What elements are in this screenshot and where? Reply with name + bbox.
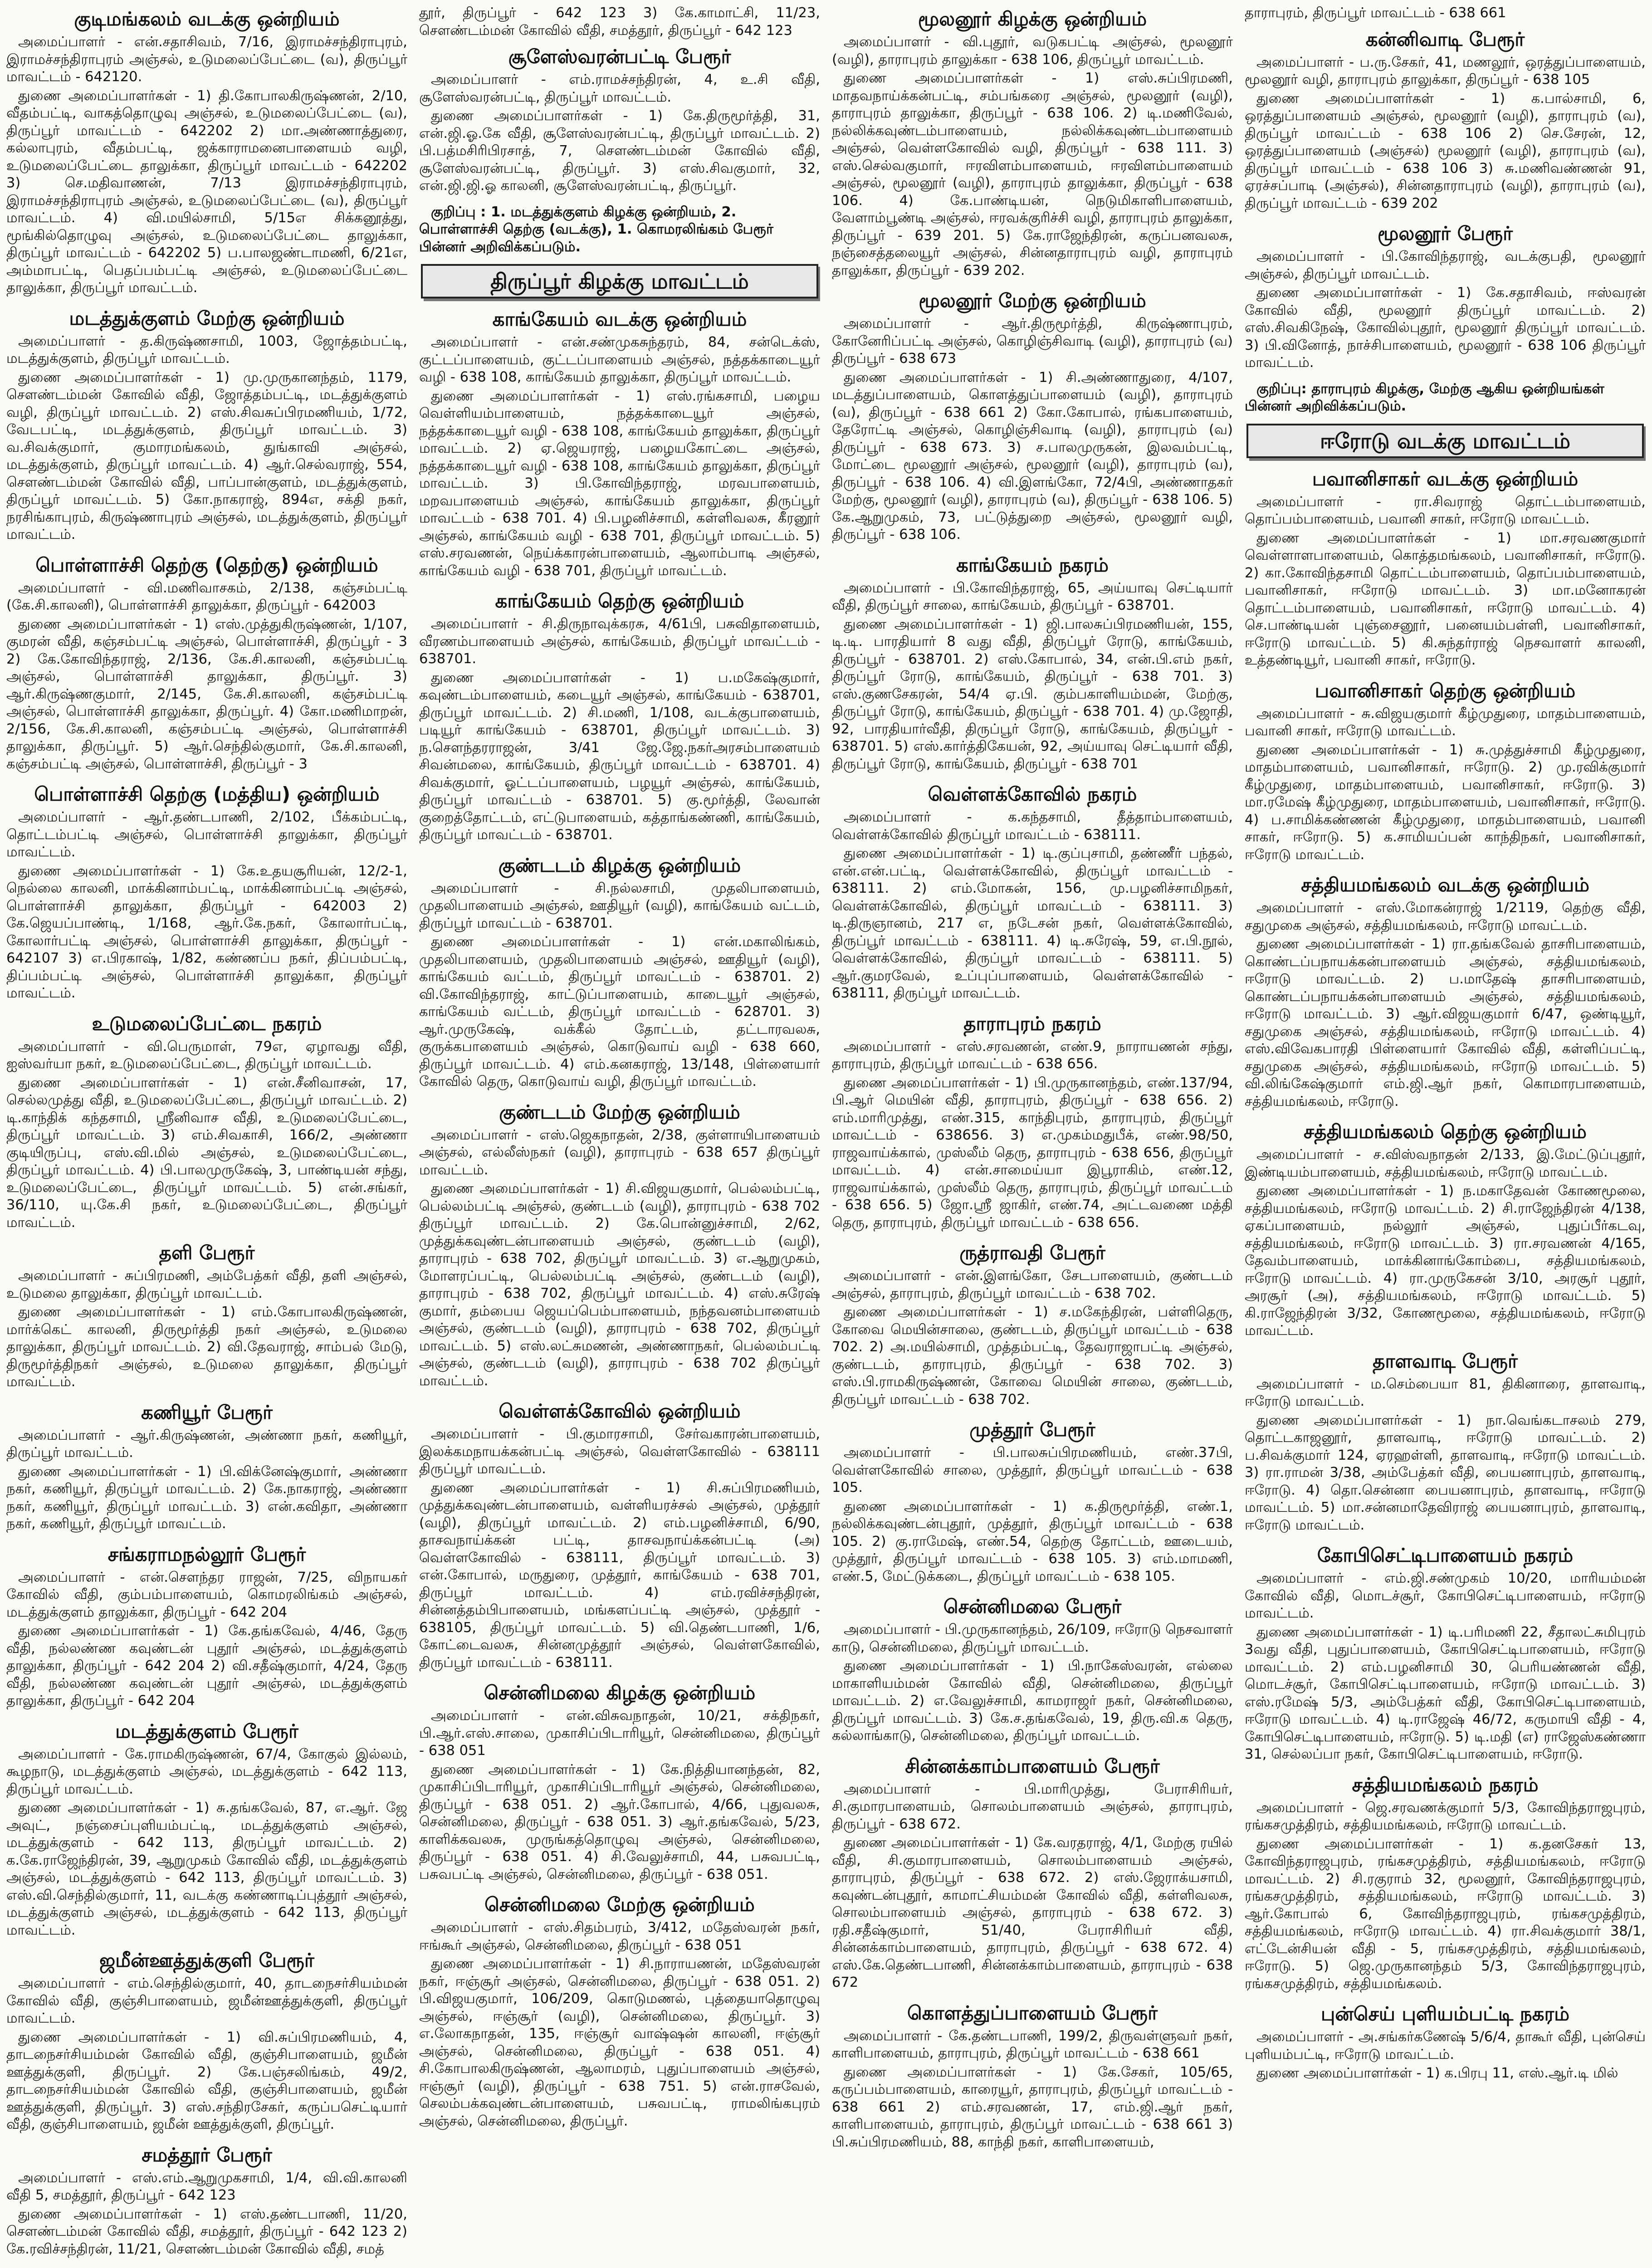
organiser-entry: அமைப்பாளர் - பி.கோவிந்தராஜ், வடக்குபதி, மூலனூர் அஞ்சல், திருப்பூர் மாவட்டம். [1245,249,1646,282]
organiser-entry: அமைப்பாளர் - எஸ்.சிதம்பரம், 3/412, மதேஸ்வரன் நகர், ஈங்கூர் அஞ்சல், சென்னிமலை, திருப்பூர் - 638 051 [419,1920,820,1953]
deputy-organisers-entry: துணை அமைப்பாளர்கள் - 1) சு.தங்கவேல், 87, எ.ஆர். ஜே அவுட், நஞ்சைப்புளியம்பட்டி, மடத்துக்குளம் அஞ்சல், மடத்துக்குளம் - 642 113, திருப்பூர் மாவட்டம். 2) க.கே.ராஜேந்திரன், 39, ஆறுமுகம் கோவில் வீதி, மடத்துக்குளம் அஞ்சல், மடத்துக்குளம் - 642 113, திருப்பூர் மாவட்டம். 3) எஸ்.வி.செந்தில்குமார், 11, வடக்கு கண்ணாடிப்புத்தூர் அஞ்சல், மடத்துக்குளம் அஞ்சல், மடத்துக்குளம் - 642 113, திருப்பூர் மாவட்டம். [6,1800,407,1938]
section [1245,870,1646,1112]
section-title: குடிமங்கலம் வடக்கு ஒன்றியம் [74,8,340,30]
section [1245,1770,1646,1994]
section [1245,1347,1646,1536]
section-title: சென்னிமலை கிழக்கு ஒன்றியம் [484,1681,756,1704]
continued-text: தாராபுரம், திருப்பூர் மாவட்டம் - 638 661 [1245,5,1506,21]
section-title: பவானிசாகர் தெற்கு ஒன்றியம் [1315,679,1576,702]
deputy-organisers-entry: துணை அமைப்பாளர்கள் - 1) எஸ்.தண்டபாணி, 11/20, செளண்டம்மன் கோவில் வீதி, சமத்தூர், திருப்பூர் - 642 123 2) கே.ரவிச்சந்திரன், 11/21, செளண்டம்மன் கோவில் வீதி, சமத் [6,2206,407,2257]
organiser-entry: அமைப்பாளர் - வி.புதூர், வடுகபட்டி அஞ்சல், மூலனூர் (வழி), தாராபுரம் தாலுக்கா - 638 106, திருப்பூர் மாவட்டம். [832,34,1233,68]
organiser-entry: அமைப்பாளர் - சி.திருநாவுக்கரசு, 4/61பி, பசுவிதாளையம், வீரணம்பாளையம் அஞ்சல், காங்கேயம், திருப்பூர் மாவட்டம் - 638701. [419,616,820,667]
deputy-organisers-entry: துணை அமைப்பாளர்கள் - 1) என்.மகாலிங்கம், முதலிபாளையம், முதலிபாளையம் அஞ்சல், ஊதியூர் (வழி), காங்கேயம் வட்டம், திருப்பூர் மாவட்டம் - 638701. 2) வி.கோவிந்தராஜ், காட்டுப்பாளையம், காடையூர் அஞ்சல், காங்கேயம் வட்டம், திருப்பூர் மாவட்டம் - 628701. 3) ஆர்.முருகேஷ், வக்கீல் தோட்டம், தட்டாரவலசு, குருக்கபாளையம் அஞ்சல், கொடுவாய் வழி - 638 660, திருப்பூர் மாவட்டம். 4) எம்.கனகராஜ், 13/148, பிள்ளையார் கோவில் தெரு, கொடுவாய் வழி, திருப்பூர் மாவட்டம். [419,934,820,1090]
deputy-organisers-entry: துணை அமைப்பாளர்கள் - 1) எஸ்.முத்துகிருஷ்ணன், 1/107, குமரன் வீதி, கஞ்சம்பட்டி அஞ்சல், பொள்ளாச்சி, திருப்பூர் - 3 2) கே.கோவிந்தராஜ், 2/136, கே.சி.காலனி, கஞ்சம்பட்டி அஞ்சல், பொள்ளாச்சி தாலுக்கா, திருப்பூர். 3) ஆர்.கிருஷ்ணகுமார், 2/145, கே.சி.காலனி, கஞ்சம்பட்டி அஞ்சல், பொள்ளாச்சி தாலுக்கா, திருப்பூர். 4) கோ.மணிமாறன், 2/156, கே.சி.காலனி, கஞ்சம்பட்டி அஞ்சல், பொள்ளாச்சி தாலுக்கா, திருப்பூர். 5) ஆர்.செந்தில்குமார், கே.சி.காலனி, கஞ்சம்பட்டி அஞ்சல், பொள்ளாச்சி, திருப்பூர் - 3 [6,616,407,772]
deputy-organisers-entry: துணை அமைப்பாளர்கள் - 1) கே.உதயசூரியன், 12/2-1, நெல்லை காலனி, மாக்கினாம்பட்டி, மாக்கினாம்பட்டி அஞ்சல், பொள்ளாச்சி தாலுக்கா, திருப்பூர் - 642003 2) கே.ஜெயப்பாண்டி, 1/168, ஆர்.கே.நகர், கோலார்பட்டி, கோலார்பட்டி அஞ்சல், பொள்ளாச்சி தாலுக்கா, திருப்பூர் - 642107 3) எ.பிரகாஷ், 1/82, கண்ணப்ப நகர், திப்பம்பட்டி, திப்பம்பட்டி அஞ்சல், பொள்ளாச்சி தாலுக்கா, திருப்பூர் மாவட்டம். [6,863,407,1001]
organiser-entry: அமைப்பாளர் - என்.இளங்கோ, சேடபாளையம், குண்டடம் அஞ்சல், தாராபுரம், திருப்பூர் மாவட்டம் - 638 702. [832,1268,1233,1301]
section [6,1398,407,1535]
section-title: சின்னக்காம்பாளையம் பேரூர் [905,1755,1160,1777]
organiser-entry: அமைப்பாளர் - த.கிருஷ்ணசாமி, 1003, ஜோத்தம்பட்டி, மடத்துக்குளம், திருப்பூர் மாவட்டம். [6,333,407,367]
deputy-organisers-entry: துணை அமைப்பாளர்கள் - 1) பி.நாகேஸ்வரன், எல்லை மாகாளியம்மன் கோவில் வீதி, சென்னிமலை, திருப்பூர் மாவட்டம். 2) எ.வேலுச்சாமி, காமராஜர் நகர், சென்னிமலை, திருப்பூர் மாவட்டம். 3) கே.ச.தங்கவேல், 19, திரு.வி.க தெரு, கல்லாங்காடு, சென்னிமலை, திருப்பூர் மாவட்டம். [832,1658,1233,1744]
deputy-organisers-entry: துணை அமைப்பாளர்கள் - 1) சி.அண்ணாதுரை, 4/107, மடத்துப்பாளையம், கொளத்துப்பாளையம் (வழி), தாராபுரம் (வ), திருப்பூர் - 638 661 2) கோ.கோபால், ரங்கபாளையம், தேரோட்டி அஞ்சல், கொழிஞ்சிவாடி (வழி), தாராபுரம் (வ) திருப்பூர் - 638 673. 3) ச.பாலமுருகன், இலவம்பட்டி, மோட்டை மூலனூர் அஞ்சல், மூலனூர் (வழி), தாராபுரம் (வ), திருப்பூர் - 638 106. 4) வி.இளங்கோ, 72/4பி, அண்ணாதகர் மேற்கு, மூலனூர் (வழி), தாராபுரம் (வ), திருப்பூர் - 638 106. 5) கே.ஆறுமுகம், 73, பட்டுத்துறை அஞ்சல், மூலனூர் வழி, திருப்பூர் - 638 106. [832,369,1233,543]
deputy-organisers-entry: துணை அமைப்பாளர்கள் - 1) ந.மகாதேவன் கோணமூலை, சத்தியமங்கலம், ஈரோடு மாவட்டம். 2) சி.ராஜேந்திரன் 4/138, ஏகப்பாளையம், நல்லூர் அஞ்சல், புதுப்பீர்கடவு, சத்தியமங்கலம், ஈரோடு மாவட்டம். 3) ரா.சரவணன் 4/165, தேவம்பாளையம், மாக்கினாங்கோம்பை, சத்தியமங்கலம், ஈரோடு மாவட்டம். 4) ரா.முருகேசன் 3/10, அரசூர் புதூர், அரசூர் (அ), சத்தியமங்கலம், ஈரோடு மாவட்டம். 5) கி.ராஜேந்திரன் 3/32, கோணமூலை, சத்தியமங்கலம், ஈரோடு மாவட்டம். [1245,1183,1646,1339]
organiser-entry: அமைப்பாளர் - பி.கோவிந்தராஜ், 65, அய்யாவு செட்டியார் வீதி, திருப்பூர் சாலை, காங்கேயம், திருப்பூர் - 638701. [832,580,1233,613]
section-title: காங்கேயம் தெற்கு ஒன்றியம் [495,590,744,612]
section [419,851,820,1092]
section [832,1415,1233,1587]
organiser-entry: அமைப்பாளர் - சுப்பிரமணி, அம்பேத்கர் வீதி, தளி அஞ்சல், உடுமலை தாலுக்கா, திருப்பூர் மாவட்டம். [6,1268,407,1301]
section [832,1752,1233,1993]
section [6,551,407,775]
organiser-entry: அமைப்பாளர் - என்.சௌந்தர ராஜன், 7/25, விநாயகர் கோவில் வீதி, கும்பம்பாளையம், கொமரலிங்கம் அஞ்சல், மடத்துக்குளம் தாலுக்கா, திருப்பூர் - 642 204 [6,1569,407,1620]
organiser-entry: அமைப்பாளர் - எஸ்.ஜெகநாதன், 2/38, குள்ளாயிபாளையம் அஞ்சல், எல்லீஸ்நகர் (வழி), தாராபுரம் - 638 657 திருப்பூர் மாவட்டம். [419,1127,820,1178]
organiser-entry: அமைப்பாளர் - ஆர்.திருமூர்த்தி, கிருஷ்ணாபுரம், கோனேரிப்பட்டி அஞ்சல், கொழிஞ்சிவாடி (வழி), தாராபுரம் (வ) திருப்பூர் - 638 673 [832,316,1233,367]
section [6,304,407,545]
column-4 [1245,5,1646,2268]
section [6,1540,407,1711]
deputy-organisers-entry: துணை அமைப்பாளர்கள் - 1) பி.விக்னேஷ்குமார், அண்ணா நகர், கணியூர், திருப்பூர் மாவட்டம். 2) கே.நாகராஜ், அண்ணா நகர், கணியூர், திருப்பூர் மாவட்டம். 3) என்.கவிதா, அண்ணா நகர், கணியூர், திருப்பூர் மாவட்டம். [6,1463,407,1532]
note-text: குறிப்பு: தாராபுரம் கிழக்கு, மேற்கு ஆகிய ஒன்றியங்கள் பின்னர் அறிவிக்கப்படும். [1245,381,1604,414]
district-banner: ஈரோடு வடக்கு மாவட்டம் [1246,424,1644,458]
deputy-organisers-entry: துணை அமைப்பாளர்கள் - 1) டி.குப்புசாமி, தண்ணீர் பந்தல், என்.என்.பட்டி, வெள்ளக்கோவில், திருப்பூர் மாவட்டம் - 638111. 2) எம்.மோகன், 156, மு.பழனிச்சாமிநகர், வெள்ளக்கோவில், திருப்பூர் மாவட்டம் - 638111. 3) டி.திருஞானம், 217 எ, நடேசன் நகர், வெள்ளக்கோவில், திருப்பூர் மாவட்டம் - 638111. 4) டி.சுரேஷ், 59, எ.பி.நூல், வெள்ளக்கோவில், திருப்பூர் மாவட்டம் - 638111. 5) ஆர்.குமரவேல், உப்புப்பாளையம், வெள்ளக்கோவில் - 638111, திருப்பூர் மாவட்டம். [832,846,1233,1001]
section-title: சமத்தூர் பேரூர் [142,2143,272,2166]
section-title: பொள்ளாச்சி தெற்கு (மத்திய) ஒன்றியம் [34,783,380,805]
section [1245,676,1646,865]
section [419,1098,820,1392]
section-title: சென்னிமலை மேற்கு ஒன்றியம் [484,1893,755,1916]
section [832,5,1233,281]
deputy-organisers-entry: துணை அமைப்பாளர்கள் - 1) ஜி.பாலசுப்பிரமணியன், 155, டி.டி. பாரதியார் 8 வது வீதி, திருப்பூர் ரோடு, காங்கேயம், திருப்பூர் - 638701. 2) எஸ்.கோபால், 34, என்.பி.எம் நகர், திருப்பூர் ரோடு, காங்கேயம், திருப்பூர் - 638 701. 3) எஸ்.குணசேகரன், 54/4 ஏ.பி. கும்பகாளியம்மன், மேற்கு, திருப்பூர் ரோடு, காங்கேயம், திருப்பூர் - 638 701. 4) மு.ஜோதி, 92, பாரதியார்வீதி, திருப்பூர் ரோடு, காங்கேயம், திருப்பூர் - 638701. 5) எஸ்.கார்த்திகேயன், 92, அய்யாவு செட்டியார் வீதி, திருப்பூர் ரோடு, காங்கேயம், திருப்பூர் - 638 701 [832,616,1233,772]
section [419,1890,820,2131]
deputy-organisers-entry: துணை அமைப்பாளர்கள் - 1) டி.பரிமணி 22, சீதாலட்சுமிபுரம் 3வது வீதி, புதுப்பாளையம், கோபிசெட்டிபாளையம், ஈரோடு மாவட்டம். 2) எம்.பழனிசாமி 30, பெரியண்ணன் வீதி, மொடச்சூர், கோபிசெட்டிபாளையம், ஈரோடு மாவட்டம். 3) எஸ்.ரமேஷ் 5/3, அம்பேத்கர் வீதி, கோபிசெட்டிபாளையம், ஈரோடு மாவட்டம். 4) டி.ராஜேஷ் 46/72, கருமாயி வீதி - 4, கோபிசெட்டிபாளையம், ஈரோடு. 5) டி.மதி (எ) ராஜேஸ்கண்ணா 31, செல்லப்பா நகர், கோபிசெட்டிபாளையம், ஈரோடு. [1245,1624,1646,1762]
organiser-entry: அமைப்பாளர் - பி.மாரிமுத்து, பேராசிரியர், சி.குமாரபாளையம், சொலம்பாளையம் அஞ்சல், தாராபுரம், திருப்பூர் - 638 672. [832,1781,1233,1832]
section-title: கோபிசெட்டிபாளையம் நகரம் [1317,1544,1574,1566]
section [6,1946,407,2135]
section-title: வெள்ளக்கோவில் நகரம் [928,783,1137,805]
note-text: குறிப்பு : 1. மடத்துக்குளம் கிழக்கு ஒன்றியம், 2. பொள்ளாச்சி தெற்கு (வடக்கு), 1. கொமரலிங்கம் பேரூர் பின்னர் அறிவிக்கப்படும். [419,204,773,255]
section [832,1592,1233,1746]
section [1245,1999,1646,2084]
deputy-organisers-entry: துணை அமைப்பாளர்கள் - 1) சி.விஜயகுமார், பெல்லம்பட்டி, பெல்லம்பட்டி அஞ்சல், குண்டடம் (வழி), தாராபுரம் - 638 702 திருப்பூர் மாவட்டம். 2) கே.பொன்னுச்சாமி, 2/62, முத்துக்கவுண்டன்பாளையம் அஞ்சல், குண்டடம் (வழி), தாராபுரம் - 638 702, திருப்பூர் மாவட்டம். 3) எ.ஆறுமுகம், மோளரப்பட்டி, பெல்லம்பட்டி அஞ்சல், குண்டடம் (வழி), தாராபுரம் - 638 702, திருப்பூர் மாவட்டம். 4) எஸ்.சுரேஷ் குமார், தம்பைய ஜெயப்பெம்பாளையம், நந்தவனம்பாளையம் அஞ்சல், குண்டடம் (வழி), தாராபுரம் - 638 702, திருப்பூர் மாவட்டம். 5) எஸ்.லட்சுமணன், அண்ணாநகர், பெல்லம்பட்டி அஞ்சல், குண்டடம் (வழி), தாராபுரம் - 638 702 திருப்பூர் மாவட்டம். [419,1181,820,1389]
deputy-organisers-entry: துணை அமைப்பாளர்கள் - 1) க.பால்சாமி, 6, ஒரத்துப்பாளையம் அஞ்சல், மூலனூர் (வழி), தாராபுரம் (வ), திருப்பூர் மாவட்டம் - 638 106 2) செ.சேரன், 12, ஒரத்துப்பாளையம் (அஞ்சல்) மூலனூர் (வழி), தாராபுரம் (வ), திருப்பூர் மாவட்டம் - 638 106 3) சு.மணிவண்ணன் 91, ஏரச்சப்பாடி (அஞ்சல்), சின்னதாராபுரம் (வழி), தாராபுரம் (வ), திருப்பூர் மாவட்டம் - 639 202 [1245,90,1646,211]
organiser-entry: அமைப்பாளர் - ரா.சிவராஜ் தொட்டம்பாளையம், தொப்பம்பாளையம், பவானி சாகர், ஈரோடு மாவட்டம். [1245,494,1646,527]
organiser-entry: அமைப்பாளர் - பி.குமாரசாமி, சேர்வகாரன்பாளையம், இலக்கமநாயக்கன்பட்டி அஞ்சல், வெள்ளகோவில் - 638111 திருப்பூர் மாவட்டம். [419,1426,820,1477]
section [6,5,407,298]
section-title: காங்கேயம் வடக்கு ஒன்றியம் [492,308,747,330]
section [1245,464,1646,671]
organiser-entry: அமைப்பாளர் - ப.ரு.சேகர், 41, மணலூர், ஒரத்துப்பாளையம், மூலனூர் வழி, தாராபுரம் தாலுக்கா, திருப்பூர் - 638 105 [1245,54,1646,88]
organiser-entry: அமைப்பாளர் - ஆர்.கிருஷ்ணன், அண்ணா நகர், கணியூர், திருப்பூர் மாவட்டம். [6,1427,407,1461]
organiser-entry: அமைப்பாளர் - கே.தண்டபாணி, 199/2, திருவள்ளுவர் நகர், காளிபாளையம், தாராபுரம், திருப்பூர் மாவட்டம் - 638 661 [832,2028,1233,2061]
deputy-organisers-entry: துணை அமைப்பாளர்கள் - 1) ப.மகேஷ்குமார், கவுண்டம்பாளையம், கடையூர் அஞ்சல், காங்கேயம் - 638701, திருப்பூர் மாவட்டம். 2) சி.மணி, 1/108, வடக்குபாளையம், படியூர் காங்கேயம் - 638701, திருப்பூர் மாவட்டம். 3) ந.சௌந்தரராஜன், 3/41 ஜே.ஜே.நகர்அரசம்பாளையம் சிவன்மலை, காங்கேயம், திருப்பூர் மாவட்டம் - 638701. 4) சிவக்குமார், ஓட்டப்பாளையம், பழயூர் அஞ்சல், காங்கேயம், திருப்பூர் மாவட்டம் - 638701. 5) கு.மூர்த்தி, லேவான் குறைத்தோட்டம், எட்டுபாளையம், கத்தாங்கண்ணி, காங்கேயம், திருப்பூர் மாவட்டம் - 638701. [419,670,820,843]
organiser-entry: அமைப்பாளர் - எஸ்.எம்.ஆறுமுகசாமி, 1/4, வி.வி.காலனி வீதி 5, சமத்தூர், திருப்பூர் - 642 123 [6,2170,407,2203]
deputy-organisers-entry: துணை அமைப்பாளர்கள் - 1) பி.முருகானந்தம், எண்.137/94, பி.ஆர் மெயின் வீதி, தாராபுரம், திருப்பூர் - 638 656. 2) எம்.மாரிமுத்து, எண்.315, காந்திபுரம், தாராபுரம், திருப்பூர் மாவட்டம் - 638656. 3) எ.முகம்மதுபீக், எண்.98/50, ராஜவாய்க்கால், முஸ்லீம் தெரு, தாராபுரம் - 638 656, திருப்பூர் மாவட்டம். 4) என்.சாமைய்யா இபூராகிம், எண்.12, ராஜவாய்க்கால், முஸ்லீம் தெரு, தாராபுரம், திருப்பூர் மாவட்டம் - 638 656. 5) ஜோ.ஸ்ரீ ஜாகிர், எண்.74, அட்டவணை மத்தி தெரு, தாராபுரம், திருப்பூர் மாவட்டம் - 638 656. [832,1075,1233,1231]
section-title: சத்தியமங்கலம் வடக்கு ஒன்றியம் [1301,874,1589,896]
section [419,587,820,846]
deputy-organisers-entry: துணை அமைப்பாளர்கள் - 1) வி.சுப்பிரமணியம், 4, தாடநைசர்சியம்மன் கோவில் வீதி, குஞ்சிபாளையம், ஜமீன் ஊத்துக்குளி, திருப்பூர். 2) கே.பஞ்சலிங்கம், 49/2, தாடநைசர்சியம்மன் கோவில் வீதி, குஞ்சிபாளையம், ஜமீன் ஊத்துக்குளி, திருப்பூர். 3) எஸ்.சந்திரசேகர், கருப்பசெட்டியார் வீதி, குஞ்சிபாளையம், ஜமீன் ஊத்துக்குளி, திருப்பூர். [6,2029,407,2132]
organiser-entry: அமைப்பாளர் - எஸ்.மோகன்ராஜ் 1/2119, தெற்கு வீதி, சதுமுகை அஞ்சல், சத்தியமங்கலம், ஈரோடு மாவட்டம். [1245,900,1646,934]
organiser-entry: அமைப்பாளர் - என்.விசுவநாதன், 10/21, சக்திநகர், பி.ஆர்.எஸ்.சாலை, முகாசிப்பிடாரியூர், சென்னிமலை, திருப்பூர் - 638 051 [419,1708,820,1759]
section-title: மூலனூர் பேரூர் [1377,222,1513,244]
deputy-organisers-entry: துணை அமைப்பாளர்கள் - 1) எஸ்.சுப்பிரமணி, மாதவநாய்க்கன்பட்டி, சம்பங்கரை அஞ்சல், மூலனூர் (வழி), தாராபுரம் தாலுக்கா, திருப்பூர் - 638 106. 2) டி.மணிவேல், நல்லிக்கவுண்டம்பாளையம், நல்லிக்கவுண்டம்பாளையம் அஞ்சல், வெள்ளகோவில் வழி, திருப்பூர் - 638 111. 3) எஸ்.செல்வகுமார், ஈரவிளம்பாளையம், ஈரவிளம்பாளையம் அஞ்சல், மூலனூர் (வழி), தாராபுரம் தாலுக்கா, திருப்பூர் - 638 106. 4) கே.பாண்டியன், நெடுமிகாளிபாளையம், வேளாம்பூண்டி அஞ்சல், ஈரவக்குரிச்சி வழி, தாராபுரம் தாலுக்கா, திருப்பூர் - 639 201. 5) கே.ராஜேந்திரன், கருப்பனவலசு, நஞ்சைத்தலையூர் அஞ்சல், சின்னதாராபுரம் வழி, தாராபுரம் தாலுக்கா, திருப்பூர் - 639 202. [832,70,1233,279]
section-title: வெள்ளக்கோவில் ஒன்றியம் [499,1400,741,1422]
section [419,1397,820,1673]
section-title: ஜமீன்ஊத்துக்குளி பேரூர் [99,1949,314,1971]
section [6,780,407,1004]
section-title: மூலனூர் மேற்கு ஒன்றியம் [919,289,1146,312]
section-title: சென்னிமலை பேரூர் [943,1595,1122,1618]
column-3 [832,5,1233,2268]
deputy-organisers-entry: துணை அமைப்பாளர்கள் - 1) சி.நாராயணன், மதேஸ்வரன் நகர், ஈஞ்சூர் அஞ்சல், சென்னிமலை, திருப்பூர் - 638 051. 2) பி.விஜயகுமார், 106/209, கொடுமணல், புத்தையாதொழுவு அஞ்சல், ஈஞ்சூர் (வழி), சென்னிமலை, திருப்பூர். 3) எ.லோகநாதன், 135, ஈஞ்சூர் வாஷ்ஷன் காலனி, ஈஞ்சூர் அஞ்சல், சென்னிமலை, திருப்பூர் - 638 051. 4) சி.கோபாலகிருஷ்ணன், ஆலாமரம், புதுப்பாளையம் அஞ்சல், ஈஞ்சூர் (வழி), திருப்பூர் - 638 751. 5) என்.ராசவேல், செலம்பக்கவுண்டன்பாளையம், பசுவபட்டி, ராமலிங்கபுரம் அஞ்சல், சென்னிமலை, திருப்பூர். [419,1956,820,2129]
section-title: ருத்ராவதி பேரூர் [959,1242,1105,1264]
deputy-organisers-entry: துணை அமைப்பாளர்கள் - 1) கே.தங்கவேல், 4/46, தேரு வீதி, நல்லண்ண கவுண்டன் புதூர் அஞ்சல், மடத்துக்குளம் தாலுக்கா, திருப்பூர் - 642 204 2) வி.சதீஷ்குமார், 4/24, தேரு வீதி, நல்லண்ண கவுண்டன் புதூர் அஞ்சல், மடத்துக்குளம் தாலுக்கா, திருப்பூர் - 642 204 [6,1623,407,1709]
section [419,42,820,196]
section [832,780,1233,1004]
section-title: குண்டடம் கிழக்கு ஒன்றியம் [498,854,741,876]
organiser-entry: அமைப்பாளர் - எஸ்.சரவணன், எண்.9, நாராயணன் சந்து, தாராபுரம், திருப்பூர் மாவட்டம் - 638 656. [832,1038,1233,1072]
section-title: புன்செய் புளியம்பட்டி நகரம் [1320,2003,1570,2025]
organiser-entry: அமைப்பாளர் - ச.விஸ்வநாதன் 2/133, இ.மேட்டுப்புதூர், இண்டியம்பாளையம், சத்தியமங்கலம், ஈரோடு மாவட்டம். [1245,1147,1646,1180]
organiser-entry: அமைப்பாளர் - எம்.ராமச்சந்திரன், 4, உ.சி வீதி, சூளேஸ்வரன்பட்டி, திருப்பூர் மாவட்டம். [419,72,820,105]
section-title: கணியூர் பேரூர் [141,1401,273,1423]
deputy-organisers-entry: துணை அமைப்பாளர்கள் - 1) மு.முருகானந்தம், 1179, சௌண்டம்மன் கோவில் வீதி, ஜோத்தம்பட்டி, மடத்துக்குளம் வழி, திருப்பூர் மாவட்டம். 2) எஸ்.சிவசுப்பிரமணியம், 1/72, வேடபட்டி, மடத்துக்குளம், திருப்பூர் மாவட்டம். 3) வ.சிவக்குமார், குமாரமங்கலம், துங்காவி அஞ்சல், மடத்துக்குளம், திருப்பூர் மாவட்டம். 4) ஆர்.செல்வராஜ், 554, சௌண்டம்மன் கோவில் வீதி, பாப்பான்குளம், மடத்துக்குளம், திருப்பூர் மாவட்டம். 5) கோ.நாகராஜ், 894எ, சக்தி நகர், நரசிங்காபுரம், கிருஷ்ணாபுரம் அஞ்சல், மடத்துக்குளம், திருப்பூர் மாவட்டம். [6,369,407,543]
section-title: மடத்துக்குளம் மேற்கு ஒன்றியம் [69,307,345,329]
organiser-entry: அமைப்பாளர் - பி.முருகானந்தம், 26/109, ஈரோடு நெசவாளர் காடு, சென்னிமலை, திருப்பூர் மாவட்டம். [832,1622,1233,1655]
organiser-entry: அமைப்பாளர் - ஆர்.தண்டபாணி, 2/102, பீக்கம்பட்டி, தொட்டம்பட்டி அஞ்சல், பொள்ளாச்சி தாலுக்கா, திருப்பூர் மாவட்டம். [6,809,407,860]
section [832,1999,1233,2153]
section-title: மடத்துக்குளம் பேரூர் [115,1720,298,1742]
section [832,1238,1233,1410]
deputy-organisers-entry: துணை அமைப்பாளர்கள் - 1) தி.கோபாலகிருஷ்ணன், 2/10, வீதம்பட்டி, வாகத்தொழுவு அஞ்சல், உடுமலைப்பேட்டை (வ), திருப்பூர் மாவட்டம் - 642202 2) மா.அண்ணாத்துரை, கல்லாபுரம், வீதம்பட்டி, ஜக்காராமனைபாளையம் வழி, உடுமலைப்பேட்டை தாலுக்கா, திருப்பூர் மாவட்டம் - 642202 3) செ.மதிவாணன், 7/13 இராமச்சந்திராபுரம், இராமச்சந்திராபுரம் அஞ்சல், உடுமலைப்பேட்டை (வ), திருப்பூர் மாவட்டம். 4) வி.மயில்சாமி, 5/15எ சிக்கனூத்து, மூங்கில்தொழுவு அஞ்சல், உடுமலைப்பேட்டை தாலுக்கா, திருப்பூர் மாவட்டம் - 642202 5) ப.பாலஜண்டாமணி, 6/21எ, அம்மாபட்டி, பெதப்பம்பட்டி அஞ்சல், உடுமலைப்பேட்டை தாலுக்கா, திருப்பூர் மாவட்டம். [6,88,407,296]
section [832,551,1233,775]
deputy-organisers-entry: துணை அமைப்பாளர்கள் - 1) க.திருமூர்த்தி, எண்.1, நல்லிக்கவுண்டன்புதூர், முத்தூர், திருப்பூர் மாவட்டம் - 638 105. 2) கு.ராமேஷ், எண்.54, தெற்கு தோட்டம், ஊடையம், முத்தூர், திருப்பூர் மாவட்டம் - 638 105. 3) எம்.மாமணி, எண்.5, மேட்டுக்கடை, திருப்பூர் மாவட்டம் - 638 105. [832,1498,1233,1584]
section-title: கொளத்துப்பாளையம் பேரூர் [907,2001,1158,2024]
organiser-entry: அமைப்பாளர் - ம.செம்பையா 81, திகினாரை, தாளவாடி, ஈரோடு மாவட்டம். [1245,1376,1646,1409]
deputy-organisers-entry: துணை அமைப்பாளர்கள் - 1) கே.சேகர், 105/65, கருப்பம்பாளையம், காரையூர், தாராபுரம், திருப்பூர் மாவட்டம் - 638 661 2) எம்.சரவணன், 17, எம்.ஜி.ஆர் நகர், காளிபாளையம், தாராபுரம், திருப்பூர் மாவட்டம் - 638 661 3) பி.சுப்பிரமணியம், 88, காந்தி நகர், காளிபாளையம், [832,2064,1233,2150]
section-title: சூளேஸ்வரன்பட்டி பேரூர் [508,45,731,68]
section-title: காங்கேயம் நகரம் [956,553,1109,576]
deputy-organisers-entry: துணை அமைப்பாளர்கள் - 1) கே.வரதராஜ், 4/1, மேற்கு ரயில் வீதி, சி.குமாரபாளையம், சொலம்பாளையம் அஞ்சல், தாராபுரம், திருப்பூர் - 638 672. 2) எஸ்.ஜேராக்யசாமி, கவுண்டன்புதூர், காமாட்சியம்மன் கோவில் வீதி, கள்ளிவலசு, சொலம்பாளையம் அஞ்சல், தாராபுரம் - 638 672. 3) ரதி.சதீஷ்குமார், 51/40, பேராசிரியர் வீதி, சின்னக்காம்பாளையம், தாராபுரம், திருப்பூர் - 638 672. 4) எஸ்.கே.தெண்டபாணி, சின்னக்காம்பாளையம், தாராபுரம் - 638 672 [832,1835,1233,1990]
deputy-organisers-entry: துணை அமைப்பாளர்கள் - 1) க.தனசேகர் 13, கோவிந்தராஜபுரம், ரங்கசமுத்திரம், சத்தியமங்கலம், ஈரோடு மாவட்டம். 2) சி.ரகுராம் 32, மூலனூர், கோவிந்தராஜபுரம், ரங்கசமுத்திரம், சத்தியமங்கலம், ஈரோடு மாவட்டம். 3) ஆர்.கோபால் 6, கோவிந்தராஜபுரம், ரங்கசமுத்திரம், சத்தியமங்கலம், ஈரோடு மாவட்டம். 4) ரா.சிவக்குமார் 38/1, எட்டேன்சியன் வீதி - 5, ரங்கசமுத்திரம், சத்தியமங்கலம், ஈரோடு. 5) ஜெ.முருகானந்தம் 5/3, கோவிந்தராஜபுரம், ரங்கசமுத்திரம், சத்தியமங்கலம். [1245,1836,1646,1992]
deputy-organisers-entry: துணை அமைப்பாளர்கள் - 1) மா.சரவணகுமார் வெள்ளாளபாளையம், கொத்தமங்கலம், பவானிசாகர், ஈரோடு. 2) கா.கோவிந்தசாமி தொட்டம்பாளையம், தொப்பம்பாளையம், பவானிசாகர், ஈரோடு மாவட்டம். 3) மா.மனோகரன் தொட்டம்பாளையம், பவானிசாகர், ஈரோடு மாவட்டம். 4) செ.பாண்டியன் புஞ்சைனூர், பனையம்பள்ளி, பவானிசாகர், ஈரோடு மாவட்டம். 5) கி.சுந்தர்ராஜ் நெசவாளர் காலனி, உத்தண்டியூர், பவானி சாகர், ஈரோடு. [1245,530,1646,668]
organiser-entry: அமைப்பாளர் - பி.பாலசுப்பிரமணியம், எண்.37பி, வெள்ளகோவில் சாலை, முத்தூர், திருப்பூர் மாவட்டம் - 638 105. [832,1445,1233,1496]
deputy-organisers-entry: துணை அமைப்பாளர்கள் - 1) சி.சுப்பிரமணியம், முத்துக்கவுண்டன்பாளையம், வள்ளியரச்சல் அஞ்சல், முத்தூர் (வழி), திருப்பூர் மாவட்டம். 2) எம்.பழனிச்சாமி, 6/90, தாசவநாய்க்கன் பட்டி, தாசவநாய்க்கன்பட்டி (அ) வெள்ளகோவில் - 638111, திருப்பூர் மாவட்டம். 3) என்.கோபால், மருதுரை, முத்தூர், காங்கேயம் - 638 701, திருப்பூர் மாவட்டம். 4) எம்.ரவிச்சந்திரன், சின்னத்தம்பிபாளையம், மங்களப்பட்டி அஞ்சல், முத்தூர் - 638105, திருப்பூர் மாவட்டம். 5) வி.தெண்டபாணி, 1/6, கோட்டைவலசு, சின்னமுத்தூர் அஞ்சல், வெள்ளகோவில், திருப்பூர் மாவட்டம் - 638111. [419,1480,820,1671]
section-title: மூலனூர் கிழக்கு ஒன்றியம் [918,8,1147,30]
section [6,1238,407,1393]
column-1 [6,5,407,2268]
organiser-entry: அமைப்பாளர் - என்.சதாசிவம், 7/16, இராமச்சந்திராபுரம், இராமச்சந்திராபுரம் அஞ்சல், உடுமலைப்பேட்டை (வ), திருப்பூர் மாவட்டம் - 642120. [6,34,407,85]
section-title: குண்டடம் மேற்கு ஒன்றியம் [499,1100,740,1123]
section [419,305,820,581]
deputy-organisers-entry: துணை அமைப்பாளர்கள் - 1) சு.முத்துச்சாமி கீழ்முதுரை, மாதம்பாளையம், பவானிசாகர், ஈரோடு. 2) மு.ரவிக்குமார் கீழ்முதுரை, மாதம்பாளையம், பவானிசாகர், ஈரோடு. 3) மா.ரமேஷ் கீழ்முதுரை, மாதம்பாளையம், பவானிசாகர், ஈரோடு. 4) ப.சாமிக்கண்ணன் கீழ்முதுரை, மாதம்பாளையம், பவானி சாகர், ஈரோடு. 5) க.சாமியப்பன் காந்திநகர், பவானிசாகர், ஈரோடு மாவட்டம். [1245,742,1646,863]
section-title: தளி பேரூர் [159,1242,255,1264]
organiser-entry: அமைப்பாளர் - எம்.ஜி.சண்முகம் 10/20, மாரியம்மன் கோவில் வீதி, மொடச்சூர், கோபிசெட்டிபாளையம், ஈரோடு மாவட்டம். [1245,1570,1646,1621]
organiser-entry: அமைப்பாளர் - எம்.செந்தில்குமார், 40, தாடநைசர்சியம்மன் கோவில் வீதி, குஞ்சிபாளையம், ஜமீன்ஊத்துக்குளி, திருப்பூர் மாவட்டம். [6,1975,407,2026]
organiser-entry: அமைப்பாளர் - சி.நல்லசாமி, முதலிபாளையம், முதலிபாளையம் அஞ்சல், ஊதியூர் (வழி), காங்கேயம் வட்டம், திருப்பூர் மாவட்டம் - 638701. [419,880,820,931]
organiser-entry: அமைப்பாளர் - சு.விஜயகுமார் கீழ்முதுரை, மாதம்பாளையம், பவானி சாகர், ஈரோடு மாவட்டம். [1245,705,1646,739]
deputy-organisers-entry: துணை அமைப்பாளர்கள் - 1) ச.மகேந்திரன், பள்ளிதெரு, கோவை மெயின்சாலை, குண்டடம், திருப்பூர் மாவட்டம் - 638 702. 2) அ.மயில்சாமி, முத்தம்பட்டி, தேவராஜாபட்டி அஞ்சல், குண்டடம், தாராபுரம், திருப்பூர் - 638 702. 3) எஸ்.பி.ராமகிருஷ்ணன், கோவை மெயின் சாலை, குண்டடம், திருப்பூர் மாவட்டம் - 638 702. [832,1304,1233,1408]
section [6,2141,407,2260]
section-title: தாளவாடி பேரூர் [1373,1349,1518,1372]
deputy-organisers-entry: துணை அமைப்பாளர்கள் - 1) எஸ்.ரங்கசாமி, பழைய வெள்ளியம்பாளையம், நத்தக்காடையூர் அஞ்சல், நத்தக்காடையூர் வழி - 638 108, காங்கேயம் தாலுக்கா, திருப்பூர் மாவட்டம். 2) ஏ.ஜெயராஜ், பழையகோட்டை அஞ்சல், நத்தக்காடையூர் வழி - 638 108, காங்கேயம் தாலுக்கா, திருப்பூர் மாவட்டம். 3) பி.கோவிந்தராஜ், மரவபாளையம், மறவபாளையம் அஞ்சல், காங்கேயம் தாலுக்கா, திருப்பூர் மாவட்டம் - 638 701. 4) பி.பழனிச்சாமி, கள்ளிவலசு, கீரனூர் அஞ்சல், காங்கேயம் வழி - 638 701, திருப்பூர் மாவட்டம். 5) எஸ்.சரவணன், நெய்க்காரன்பாளையம், ஆலாம்பாடி அஞ்சல், காங்கேயம் வழி - 638 701, திருப்பூர் மாவட்டம். [419,388,820,579]
section [6,1009,407,1233]
organiser-entry: அமைப்பாளர் - அ.சங்கர்கணேஷ் 5/6/4, தாகூர் வீதி, புன்செய் புளியம்பட்டி, ஈரோடு மாவட்டம். [1245,2029,1646,2063]
organiser-entry: அமைப்பாளர் - ஜெ.சரவணக்குமார் 5/3, கோவிந்தராஜபுரம், ரங்கசமுத்திரம், சத்தியமங்கலம், ஈரோடு மாவட்டம். [1245,1799,1646,1833]
deputy-organisers-entry: துணை அமைப்பாளர்கள் - 1) க.பிரபு 11, எஸ்.ஆர்.டி மில் [1256,2065,1618,2081]
section [1245,25,1646,214]
organiser-entry: அமைப்பாளர் - கே.ராமகிருஷ்ணன், 67/4, கோகுல் இல்லம், கூழநாடு, மடத்துக்குளம் அஞ்சல், மடத்துக்குளம் - 642 113, திருப்பூர் மாவட்டம். [6,1746,407,1797]
organiser-entry: அமைப்பாளர் - வி.மணிவாசகம், 2/138, கஞ்சம்பட்டி (கே.சி.காலனி), பொள்ளாச்சி தாலுக்கா, திருப்பூர் - 642003 [6,580,407,613]
section [1245,1541,1646,1765]
section-title: சத்தியமங்கலம் நகரம் [1352,1773,1539,1796]
section [1245,219,1646,373]
deputy-organisers-entry: துணை அமைப்பாளர்கள் - 1) ரா.தங்கவேல் தாசரிபாளையம், கொண்டப்பநாயக்கன்பாளையம் அஞ்சல், சத்தியமங்கலம், ஈரோடு மாவட்டம். 2) ப.மாதேஷ் தாசரிபாளையம், கொண்டப்பநாயக்கன்பாளையம் அஞ்சல், சத்தியமங்கலம், ஈரோடு மாவட்டம். 3) ஆர்.விஜயகுமார் 6/47, ஒண்டியூர், சதுமுகை அஞ்சல், சத்தியமங்கலம், ஈரோடு மாவட்டம். 4) எஸ்.விவேகபாரதி பிள்ளையார் கோவில் வீதி, கள்ளிப்பட்டி, சதுமுகை அஞ்சல், சத்தியமங்கலம், ஈரோடு மாவட்டம். 5) வி.லிங்கேஷ்குமார் எம்.ஜி.ஆர் நகர், கொமாரபாளையம், சத்தியமங்கலம், ஈரோடு. [1245,936,1646,1110]
section-title: உடுமலைப்பேட்டை நகரம் [92,1012,322,1035]
section-title: தாராபுரம் நகரம் [963,1012,1101,1035]
section [419,1678,820,1885]
district-banner: திருப்பூர் கிழக்கு மாவட்டம் [421,264,818,298]
deputy-organisers-entry: துணை அமைப்பாளர்கள் - 1) எம்.கோபாலகிருஷ்ணன், மார்க்கெட் காலனி, திருமூர்த்தி நகர் அஞ்சல், உடுமலை தாலுக்கா, திருப்பூர் மாவட்டம். 2) வி.தேவராஜ், சாம்பல் மேடு, திருமூர்த்திநகர் அஞ்சல், உடுமலை தாலுக்கா, திருப்பூர் மாவட்டம். [6,1304,407,1390]
organiser-entry: அமைப்பாளர் - வி.பெருமாள், 79எ, ஏழாவது வீதி, ஐஸ்வர்யா நகர், உடுமலைப்பேட்டை, திருப்பூர் மாவட்டம். [6,1038,407,1072]
organiser-entry: அமைப்பாளர் - க.கந்தசாமி, தீத்தாம்பாளையம், வெள்ளக்கோவில் திருப்பூர் மாவட்டம் - 638111. [832,809,1233,843]
deputy-organisers-entry: துணை அமைப்பாளர்கள் - 1) கே.திருமூர்த்தி, 31, என்.ஜி.ஓ.கே வீதி, சூளேஸ்வரன்பட்டி, திருப்பூர் மாவட்டம். 2) பி.பத்மசிரிபிரசாத், 7, செளண்டம்மன் கோவில் வீதி, சூளேஸ்வரன்பட்டி, திருப்பூர். 3) எஸ்.சிவகுமார், 32, என்.ஜி.ஜி.ஓ காலனி, சூளேஸ்வரன்பட்டி, திருப்பூர். [419,108,820,194]
column-2 [419,5,820,2268]
section-title: முத்தூர் பேரூர் [969,1418,1095,1441]
deputy-organisers-entry: துணை அமைப்பாளர்கள் - 1) நா.வெங்கடாசலம் 279, தொட்டகாஜனூர், தாளவாடி, ஈரோடு மாவட்டம். 2) ப.சிவக்குமார் 124, ஏரஹள்ளி, தாளவாடி, ஈரோடு மாவட்டம். 3) ரா.ராமன் 3/38, அம்பேத்கர் வீதி, பையனாபுரம், தாளவாடி, ஈரோடு. 4) தொ.சென்னா பையனாபுரம், தாளவாடி, ஈரோடு மாவட்டம். 5) மா.சன்னமாதேவிராஜ் பையனாபுரம், தாளவாடி, ஈரோடு மாவட்டம். [1245,1412,1646,1533]
section-title: சங்கராமநல்லூர் பேரூர் [108,1543,306,1565]
section [1245,1117,1646,1341]
deputy-organisers-entry: துணை அமைப்பாளர்கள் - 1) கே.சதாசிவம், ஈஸ்வரன் கோவில் வீதி, மூலனூர் திருப்பூர் மாவட்டம். 2) எஸ்.சிவகிநேஷ், கோவில்புதூர், மூலனூர் திருப்பூர் மாவட்டம். 3) பி.வினோத், நாச்சிபாளையம், மூலனூர் - 638 106 திருப்பூர் மாவட்டம். [1245,285,1646,371]
deputy-organisers-entry: துணை அமைப்பாளர்கள் - 1) என்.சீனிவாசன், 17, செல்லமுத்து வீதி, உடுமலைப்பேட்டை, திருப்பூர் மாவட்டம். 2) டி.காந்திக் கந்தசாமி, ஸ்ரீனிவாச வீதி, உடுமலைப்பேட்டை, திருப்பூர் மாவட்டம். 3) எம்.சிவகாசி, 166/2, அண்ணா குடியிருப்பு, எஸ்.வி.மில் அஞ்சல், உடுமலைப்பேட்டை, திருப்பூர் மாவட்டம். 4) பி.பாலமுருகேஷ், 3, பாண்டியன் சந்து, உடுமலைப்பேட்டை, திருப்பூர் மாவட்டம். 5) என்.சங்கர், 36/110, யு.கே.சி நகர், உடுமலைப்பேட்டை, திருப்பூர் மாவட்டம். [6,1075,407,1231]
section-title: கன்னிவாடி பேரூர் [1365,28,1525,50]
section-title: பொள்ளாச்சி தெற்கு (தெற்கு) ஒன்றியம் [35,553,378,576]
section [6,1717,407,1941]
organiser-entry: அமைப்பாளர் - என்.சண்முகசுந்தரம், 84, சன்டெக்ஸ், குட்டப்பாளையம், குட்டப்பாளையம் அஞ்சல், நத்தக்காடையூர் வழி - 638 108, காங்கேயம் தாலுக்கா, திருப்பூர் மாவட்டம். [419,334,820,385]
deputy-organisers-entry: துணை அமைப்பாளர்கள் - 1) கே.நித்தியானந்தன், 82, முகாசிப்பிடாரியூர், முகாசிப்பிடாரியூர் அஞ்சல், சென்னிமலை, திருப்பூர் - 638 051. 2) ஆர்.கோபால், 4/66, புதுவலசு, சென்னிமலை, திருப்பூர் - 638 051. 3) ஆர்.தங்கவேல், 5/23, காளிக்கவலசு, முருங்கத்தொழுவு அஞ்சல், சென்னிமலை, திருப்பூர் - 638 051. 4) சி.வேலுச்சாமி, 44, பசுவபட்டி, பசுவபட்டி அஞ்சல், சென்னிமலை, திருப்பூர் - 638 051. [419,1761,820,1882]
section-title: சத்தியமங்கலம் தெற்கு ஒன்றியம் [1304,1120,1587,1143]
section [832,1009,1233,1233]
section-title: பவானிசாகர் வடக்கு ஒன்றியம் [1312,467,1579,490]
section [832,286,1233,545]
continued-text: தூர், திருப்பூர் - 642 123 3) கே.காமாட்சி, 11/23, செளண்டம்மன் கோவில் வீதி, சமத்தூர், திருப்பூர் - 642 123 [419,5,820,39]
